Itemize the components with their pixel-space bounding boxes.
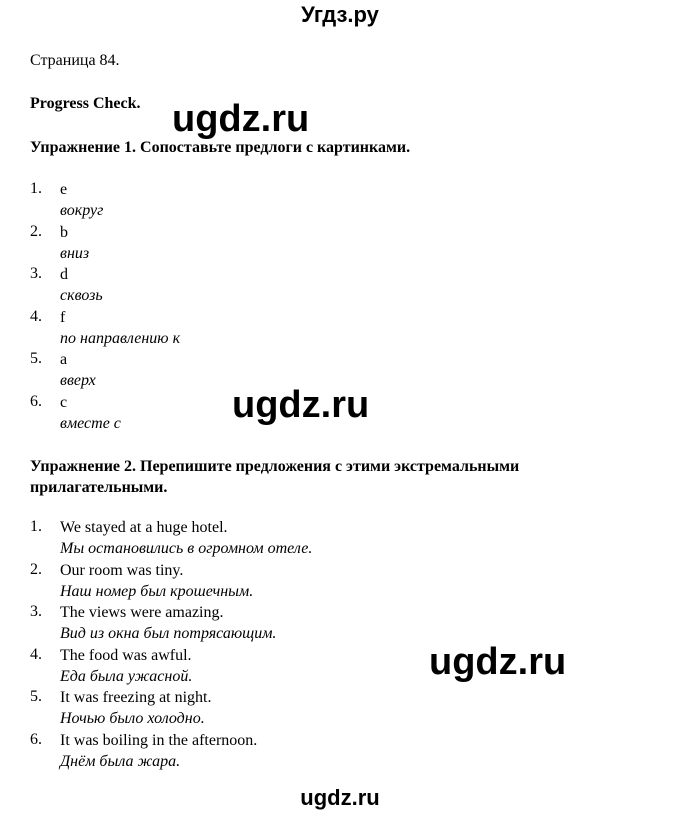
list-item: [30, 688, 312, 731]
translation-text: по направлению к: [60, 329, 181, 347]
list-item: [30, 265, 180, 308]
list-item: [30, 223, 180, 266]
list-item: [30, 180, 180, 223]
item-number: 6.: [30, 730, 42, 748]
translation-text: Вид из окна был потрясающим.: [60, 625, 277, 642]
item-number: 6.: [30, 392, 42, 410]
translation-text: Ночью было холодно.: [60, 710, 205, 727]
item-number: 3.: [30, 265, 42, 283]
item-number: 5.: [30, 688, 42, 705]
answer-text: b: [60, 223, 68, 241]
item-number: 5.: [30, 350, 42, 368]
translation-text: сквозь: [60, 287, 103, 305]
page-number-label: Страница 84.: [30, 52, 120, 69]
exercise-2-heading: Упражнение 2. Перепишите предложения с этими экстремальными прилагательными.: [30, 458, 520, 496]
translation-text: вокруг: [60, 202, 104, 219]
list-item: [30, 603, 312, 646]
answer-text: The views were amazing.: [60, 604, 224, 621]
item-number: 1.: [30, 518, 42, 535]
answer-text: c: [60, 393, 68, 411]
item-number: 2.: [30, 560, 42, 578]
list-item: [30, 646, 312, 689]
list-item: [30, 308, 180, 351]
site-header-title: Угдз.ру: [301, 2, 379, 27]
translation-text: вниз: [60, 244, 90, 262]
list-item: [30, 393, 180, 436]
list-item: [30, 731, 312, 774]
watermark: ugdz.ru: [429, 641, 567, 683]
translation-text: вверх: [60, 372, 96, 390]
list-item: [30, 561, 312, 604]
answer-text: We stayed at a huge hotel.: [60, 519, 228, 536]
answer-text: f: [60, 308, 66, 326]
item-number: 2.: [30, 222, 42, 240]
translation-text: Еда была ужасной.: [60, 667, 193, 685]
item-number: 1.: [30, 180, 42, 197]
item-number: 4.: [30, 307, 42, 325]
answer-text: a: [60, 351, 68, 369]
translation-text: Мы остановились в огромном отеле.: [60, 540, 313, 557]
watermark: ugdz.ru: [172, 98, 310, 140]
answer-text: Our room was tiny.: [60, 561, 184, 579]
section-title: Progress Check.: [30, 95, 141, 112]
translation-text: Наш номер был крошечным.: [60, 582, 254, 600]
translation-text: Днём была жара.: [60, 752, 181, 770]
item-number: 4.: [30, 645, 42, 663]
site-footer-url: ugdz.ru: [300, 785, 380, 810]
exercise-1-heading: Упражнение 1. Сопоставьте предлоги с картинками.: [30, 139, 411, 156]
item-number: 3.: [30, 603, 42, 620]
list-item: [30, 350, 180, 393]
exercise-1-answer-list: [30, 180, 180, 436]
watermark: ugdz.ru: [232, 384, 370, 426]
answer-text: It was freezing at night.: [60, 689, 212, 706]
answer-text: The food was awful.: [60, 646, 192, 664]
answer-text: e: [60, 181, 68, 198]
list-item: [30, 518, 312, 561]
exercise-2-answer-list: [30, 518, 312, 773]
translation-text: вместе с: [60, 414, 121, 432]
answer-text: It was boiling in the afternoon.: [60, 731, 258, 749]
answer-text: d: [60, 266, 68, 284]
